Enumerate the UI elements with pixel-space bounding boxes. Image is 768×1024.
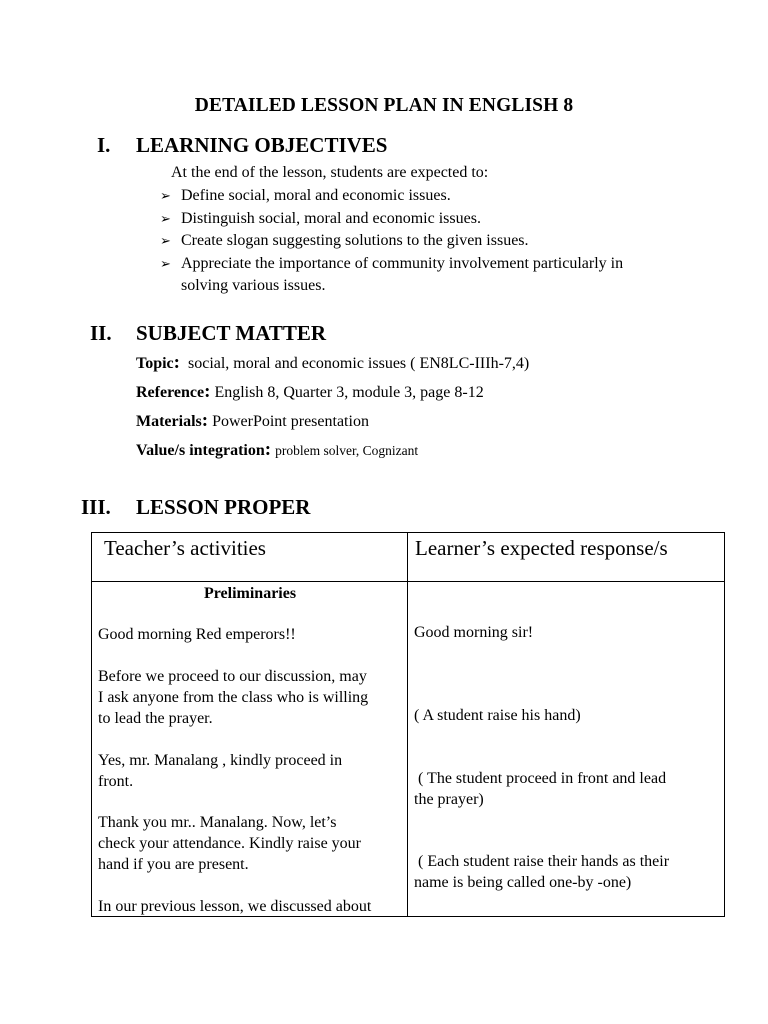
teacher-line: hand if you are present. xyxy=(98,856,249,873)
learner-line: the prayer) xyxy=(414,791,484,808)
document-title: DETAILED LESSON PLAN IN ENGLISH 8 xyxy=(194,95,574,116)
objective-item: ➢ Distinguish social, moral and economic issues. xyxy=(160,210,481,227)
section-1-title: LEARNING OBJECTIVES xyxy=(136,133,388,157)
section-3-title: LESSON PROPER xyxy=(136,495,311,519)
arrow-bullet-icon: ➢ xyxy=(160,212,171,227)
arrow-bullet-icon: ➢ xyxy=(160,189,171,204)
section-1-number: I. xyxy=(97,133,111,157)
objectives-intro: At the end of the lesson, students are expected to: xyxy=(171,164,489,181)
learner-line: ( The student proceed in front and lead xyxy=(414,770,667,787)
preliminaries-heading: Preliminaries xyxy=(203,585,297,602)
teacher-header-cell: Teacher’s activities xyxy=(92,533,408,582)
teacher-line: check your attendance. Kindly raise your xyxy=(98,835,362,852)
arrow-bullet-icon: ➢ xyxy=(160,257,171,272)
section-3-number: III. xyxy=(81,495,111,519)
section-2-number: II. xyxy=(90,321,112,345)
teacher-activities-cell xyxy=(92,582,408,917)
teacher-line: to lead the prayer. xyxy=(98,710,213,727)
learner-line: Good morning sir! xyxy=(414,624,534,641)
table-header-row xyxy=(92,533,725,582)
learner-header-cell: Learner’s expected response/s xyxy=(408,533,725,582)
materials-line: Materials: PowerPoint presentation xyxy=(136,410,369,431)
learner-line: name is being called one-by -one) xyxy=(414,874,632,891)
teacher-line: Yes, mr. Manalang , kindly proceed in xyxy=(98,752,343,769)
lesson-table xyxy=(91,532,725,917)
teacher-line: I ask anyone from the class who is willing xyxy=(98,689,369,706)
section-2-title: SUBJECT MATTER xyxy=(136,321,327,345)
teacher-line: front. xyxy=(98,773,134,790)
learner-response-cell xyxy=(408,582,725,917)
arrow-bullet-icon: ➢ xyxy=(160,234,171,249)
teacher-line: Good morning Red emperors!! xyxy=(98,626,296,643)
values-line: Value/s integration: problem solver, Cognizant xyxy=(136,439,419,460)
learner-line: ( A student raise his hand) xyxy=(414,707,581,724)
learner-line: ( Each student raise their hands as their xyxy=(414,853,670,870)
objective-item: ➢ Appreciate the importance of community involvement particularly in xyxy=(160,255,624,272)
teacher-line: In our previous lesson, we discussed about xyxy=(98,898,372,915)
topic-line: Topic: social, moral and economic issues ( EN8LC-IIIh-7,4) xyxy=(136,352,530,373)
objective-item: ➢ Create slogan suggesting solutions to the given issues. xyxy=(160,232,529,249)
table-row xyxy=(92,582,725,917)
reference-line: Reference: English 8, Quarter 3, module 3, page 8-12 xyxy=(136,381,484,402)
objective-item-continuation: solving various issues. xyxy=(181,277,326,294)
teacher-line: Before we proceed to our discussion, may xyxy=(98,668,367,685)
teacher-line: Thank you mr.. Manalang. Now, let’s xyxy=(98,814,337,831)
objective-item: ➢ Define social, moral and economic issues. xyxy=(160,187,451,204)
